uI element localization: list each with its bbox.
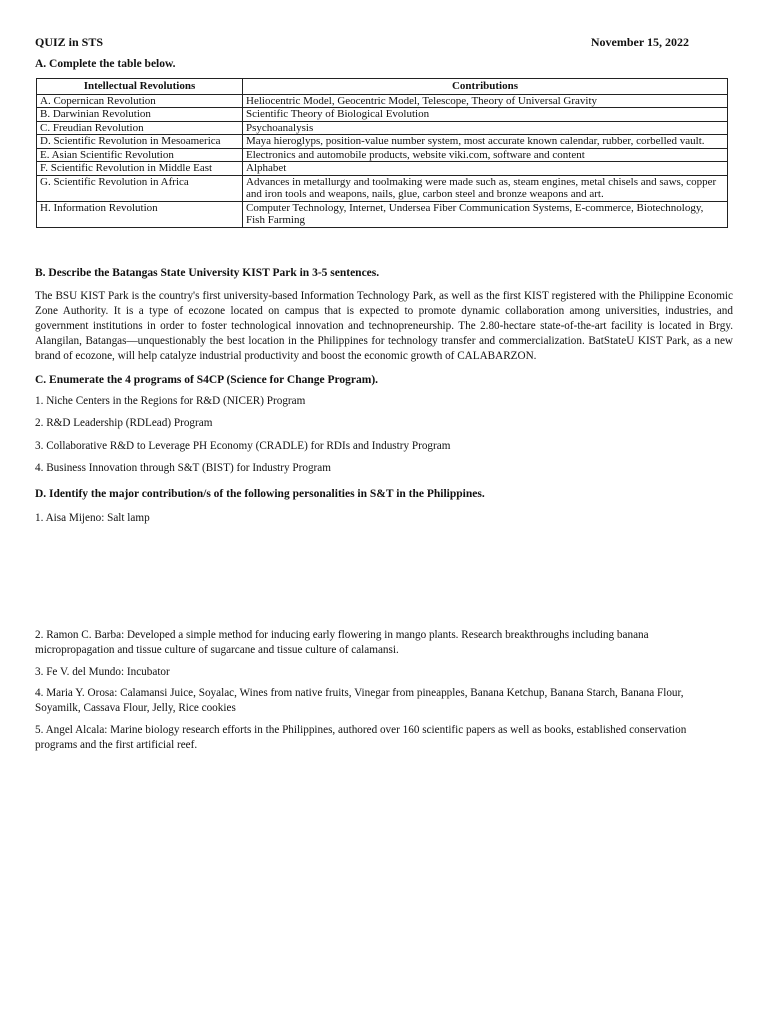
revolution-cell: A. Copernican Revolution	[37, 94, 243, 108]
contribution-cell: Computer Technology, Internet, Undersea Fiber Communication Systems, E-commerce, Biotechnology, Fish Farming	[243, 201, 728, 227]
revolution-cell: C. Freudian Revolution	[37, 121, 243, 135]
column-header: Intellectual Revolutions	[37, 79, 243, 95]
contribution-cell: Advances in metallurgy and toolmaking were made such as, steam engines, metal chisels and saws, copper and iron tools and weapons, nails, glue, carbon steel and bronze weapons and art.	[243, 175, 728, 201]
list-item: 2. Ramon C. Barba: Developed a simple method for inducing early flowering in mango plants. Research breakthroughs including banana micropropagation and tissue culture of sugarcane and tissue culture of calamansi.	[35, 629, 649, 656]
page-header	[35, 35, 689, 50]
list-item: 3. Fe V. del Mundo: Incubator	[35, 666, 170, 678]
table-row	[37, 108, 728, 122]
revolution-cell: G. Scientific Revolution in Africa	[37, 175, 243, 201]
section-a-heading: A. Complete the table below.	[35, 58, 176, 70]
revolutions-table	[36, 78, 728, 228]
kist-park-description: The BSU KIST Park is the country's first university-based Information Technology Park, as well as the first KIST registered with the Philippine Economic Zone Authority. It is a type of ecozone located on campus that is expected to promote dynamic collaboration among universities, industries, and government institutions in order to foster technological innovation and technopreneurship. The 2.80-hectare state-of-the-art facility is located in Brgy. Alangilan, Batangas—unquestionably the best location in the Philippines for technology transfer and commercialization. BatStateU KIST Park, as a new brand of ecozone, will help catalyze industrial productivity and boost the economic growth of CALABARZON.	[35, 290, 733, 362]
column-header: Contributions	[243, 79, 728, 95]
contribution-cell: Heliocentric Model, Geocentric Model, Telescope, Theory of Universal Gravity	[243, 94, 728, 108]
table-row	[37, 162, 728, 176]
table-row	[37, 175, 728, 201]
list-item: 1. Niche Centers in the Regions for R&D (NICER) Program	[35, 395, 306, 407]
revolution-cell: B. Darwinian Revolution	[37, 108, 243, 122]
list-item: 4. Business Innovation through S&T (BIST) for Industry Program	[35, 462, 331, 474]
table-row	[37, 201, 728, 227]
revolution-cell: D. Scientific Revolution in Mesoamerica	[37, 135, 243, 149]
table-row	[37, 148, 728, 162]
list-item: 4. Maria Y. Orosa: Calamansi Juice, Soyalac, Wines from native fruits, Vinegar from pineapples, Banana Ketchup, Banana Starch, Banana Flour, Soyamilk, Cassava Flour, Jelly, Rice cookies	[35, 687, 684, 714]
quiz-date: November 15, 2022	[590, 35, 689, 49]
contribution-cell: Scientific Theory of Biological Evolution	[243, 108, 728, 122]
table-row	[37, 135, 728, 149]
contribution-cell: Psychoanalysis	[243, 121, 728, 135]
section-d-heading: D. Identify the major contribution/s of the following personalities in S&T in the Philippines.	[35, 488, 485, 500]
contribution-cell: Alphabet	[243, 162, 728, 176]
list-item: 2. R&D Leadership (RDLead) Program	[35, 417, 213, 429]
revolution-cell: E. Asian Scientific Revolution	[37, 148, 243, 162]
contribution-cell: Electronics and automobile products, website viki.com, software and content	[243, 148, 728, 162]
table-row	[37, 121, 728, 135]
section-b-heading: B. Describe the Batangas State University KIST Park in 3-5 sentences.	[35, 267, 380, 279]
list-item: 1. Aisa Mijeno: Salt lamp	[35, 512, 150, 524]
revolution-cell: H. Information Revolution	[37, 201, 243, 227]
section-c-heading: C. Enumerate the 4 programs of S4CP (Science for Change Program).	[35, 374, 379, 386]
table-row	[37, 94, 728, 108]
list-item: 3. Collaborative R&D to Leverage PH Economy (CRADLE) for RDIs and Industry Program	[35, 440, 451, 452]
revolution-cell: F. Scientific Revolution in Middle East	[37, 162, 243, 176]
table-header-row	[37, 79, 728, 95]
quiz-title: QUIZ in STS	[35, 35, 104, 49]
contribution-cell: Maya hieroglyps, position-value number system, most accurate known calendar, rubber, corbelled vault.	[243, 135, 728, 149]
list-item: 5. Angel Alcala: Marine biology research efforts in the Philippines, authored over 160 scientific papers as well as books, established conservation programs and the first artificial reef.	[35, 724, 687, 751]
